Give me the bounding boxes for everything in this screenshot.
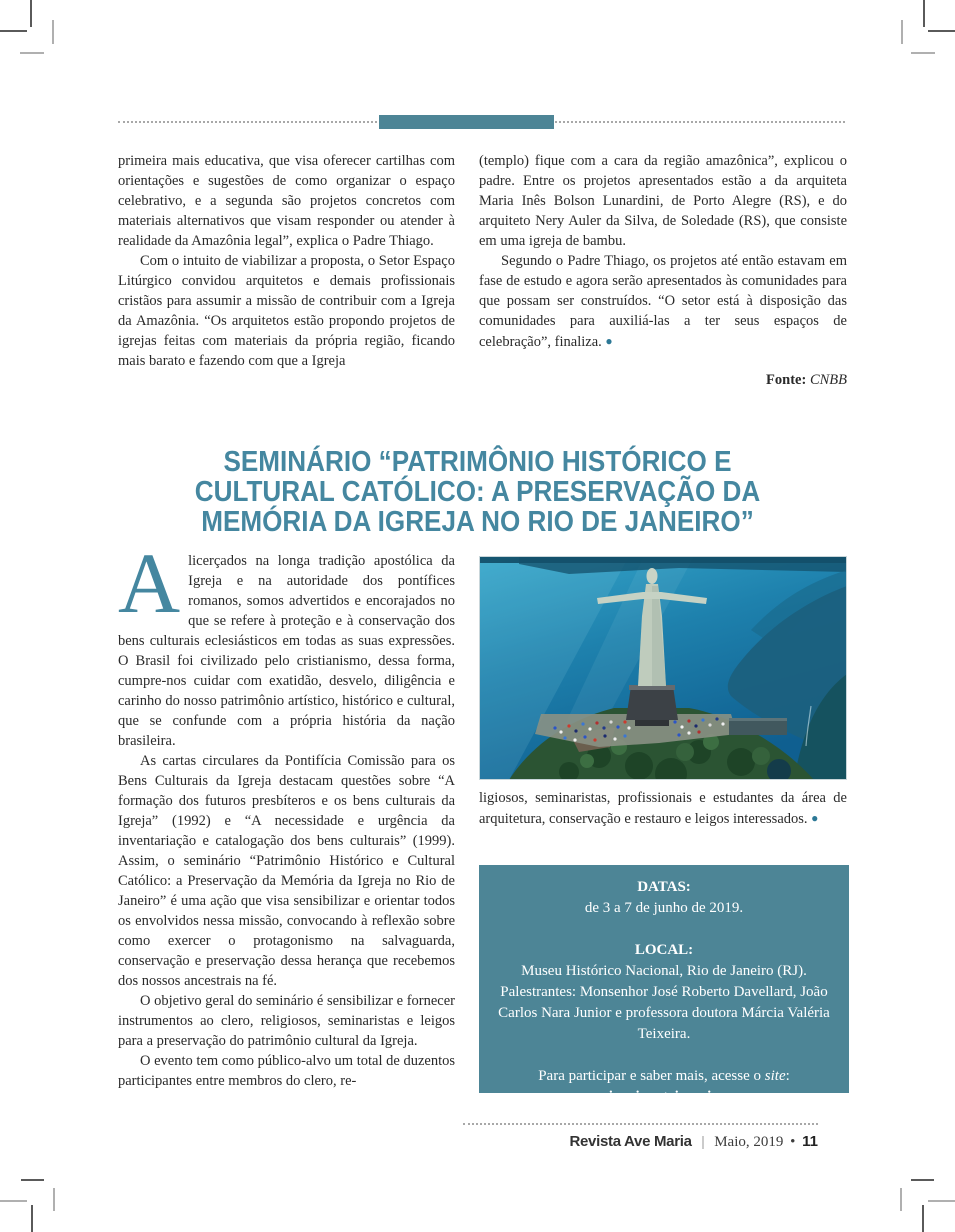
article-title-line: SEMINÁRIO “PATRIMÔNIO HISTÓRICO E <box>223 446 732 478</box>
crop-mark <box>923 0 925 27</box>
footer-date: Maio, 2019 <box>714 1134 784 1150</box>
source-label: Fonte: <box>766 372 807 388</box>
article2-left-column <box>118 551 455 1107</box>
article-title-line: CULTURAL CATÓLICO: A PRESERVAÇÃO DA <box>194 476 761 508</box>
crop-mark <box>0 1200 27 1202</box>
paragraph: As cartas circulares da Pontifícia Comissão para os Bens Culturais da Igreja destacam questões sobre “A formação dos futuros presbíteros e os bens culturais da Igreja” (1992) e “A necessidade e urgência da inventariação e catalogação dos bens culturais” (1999). Assim, o seminário “Patrimônio Histórico e Cultural Católico: a Preservação da Memória da Igreja no Rio de Janeiro” é uma ação que visa sensibilizar e orientar todos os envolvidos nessa missão, convocando à reflexão sobre como exercer o protagonismo na salvaguarda, conservação e preservação dessa herança que recebemos dos nossos ancestrais na fé. <box>118 753 455 989</box>
paragraph: (templo) fique com a cara da região amazônica”, explicou o padre. Entre os projetos apresentados estão a da arquiteta Maria Inês Bolson Lunardini, de Porto Alegre (RS), e do arquiteto Nery Auler da Silva, de Soledade (RS), que consiste em uma igreja de bambu. <box>479 153 847 249</box>
crop-mark <box>21 1179 44 1181</box>
cta-italic-word: site <box>764 1068 786 1084</box>
crop-mark <box>0 30 27 32</box>
crop-mark <box>53 1188 55 1211</box>
spacer <box>495 919 833 940</box>
source-value: CNBB <box>809 372 847 388</box>
website-url: seminariopatrimonio.org <box>583 1089 745 1105</box>
crop-mark <box>900 1188 902 1211</box>
magazine-name: Revista Ave Maria <box>569 1133 692 1150</box>
dates-value: de 3 a 7 de junho de 2019. <box>584 900 744 916</box>
event-info-box <box>479 865 849 1105</box>
paragraph-text: licerçados na longa tradição apostólica da Igreja e na autoridade dos pontífices romanos, somos advertidos e encorajados no que se refere à proteção e à conservação dos bens culturais eclesiásticos em todas as suas expressões. O Brasil foi civilizado pelo cristianismo, dessa forma, cumpre-nos cuidar com exatidão, desvelo, diligência e carinho do nosso patrimônio artístico, histórico e cultural, que se confunde com a própria história da nação brasileira. <box>118 553 455 749</box>
photo-cristo-redentor <box>479 556 847 780</box>
location-value: Museu Histórico Nacional, Rio de Janeiro (RJ). Palestrantes: Monsenhor José Roberto Davellard, João Carlos Nara Junior e professora doutora Márcia Valéria Teixeira. <box>498 963 830 1042</box>
paragraph <box>118 551 455 751</box>
footer-bullet: • <box>790 1134 796 1150</box>
cta-prefix: Para participar e saber mais, acesse o <box>538 1068 765 1084</box>
paragraph: O evento tem como público-alvo um total de duzentos participantes entre membros do clero, re- <box>118 1053 455 1089</box>
article-title <box>149 447 805 537</box>
crop-mark <box>911 1179 934 1181</box>
article-title-line: MEMÓRIA DA IGREJA NO RIO DE JANEIRO” <box>201 506 754 538</box>
crop-mark <box>901 20 903 44</box>
crop-mark <box>20 52 44 54</box>
paragraph-text: ligiosos, seminaristas, profissionais e estudantes da área de arquitetura, conservação e restauro e leigos interessados. <box>479 790 847 827</box>
cta-suffix: : <box>785 1068 790 1084</box>
crop-mark <box>922 1205 924 1232</box>
location-label: LOCAL: <box>634 942 694 958</box>
photo-illustration <box>479 556 847 780</box>
paragraph: O objetivo geral do seminário é sensibilizar e fornecer instrumentos ao clero, religiosos, seminaristas e leigos para a preservação do patrimônio cultural da Igreja. <box>118 993 455 1049</box>
drop-cap: A <box>118 551 181 631</box>
crop-mark <box>52 20 54 44</box>
paragraph <box>479 788 847 829</box>
paragraph: Com o intuito de viabilizar a proposta, o Setor Espaço Litúrgico convidou arquitetos e demais profissionais cristãos para assumir a missão de contribuir com a Igreja da Amazônia. “Os arquitetos estão propondo projetos de igrejas feitas com materiais da própria região, ficando mais barato e fazendo com que a Igreja <box>118 253 455 369</box>
footer-separator: | <box>701 1134 705 1150</box>
footer-dotted-rule <box>463 1123 818 1125</box>
source-line <box>479 372 847 389</box>
crop-mark <box>30 0 32 27</box>
crop-mark <box>928 30 955 32</box>
top-accent-bar <box>379 115 554 129</box>
paragraph <box>479 251 847 352</box>
end-of-article-dot-icon: ● <box>605 334 613 348</box>
crop-mark <box>911 52 935 54</box>
page-footer <box>420 1133 818 1151</box>
crop-mark <box>31 1205 33 1232</box>
crop-mark <box>928 1200 955 1202</box>
dates-label: DATAS: <box>637 879 691 895</box>
end-of-article-dot-icon: ● <box>811 811 819 825</box>
article1-right-column <box>479 151 847 363</box>
cta-line <box>495 1066 833 1087</box>
paragraph: primeira mais educativa, que visa oferecer cartilhas com orientações e sugestões de como organizar o espaço celebrativo, e a segunda são projetos concretos com materiais alternativos que visam responder ou atender à realidade da Amazônia legal”, explica o Padre Thiago. <box>118 153 455 249</box>
article1-left-column <box>118 151 455 399</box>
paragraph-text: Segundo o Padre Thiago, os projetos até então estavam em fase de estudo e agora serão apresentados às comunidades para que possam ser construídos. “O setor está à disposição das comunidades para auxiliá-las a ter seus espaços de celebração”, finaliza. <box>479 253 847 350</box>
article2-right-column <box>479 788 847 852</box>
spacer <box>495 1045 833 1066</box>
page-number: 11 <box>802 1133 818 1150</box>
